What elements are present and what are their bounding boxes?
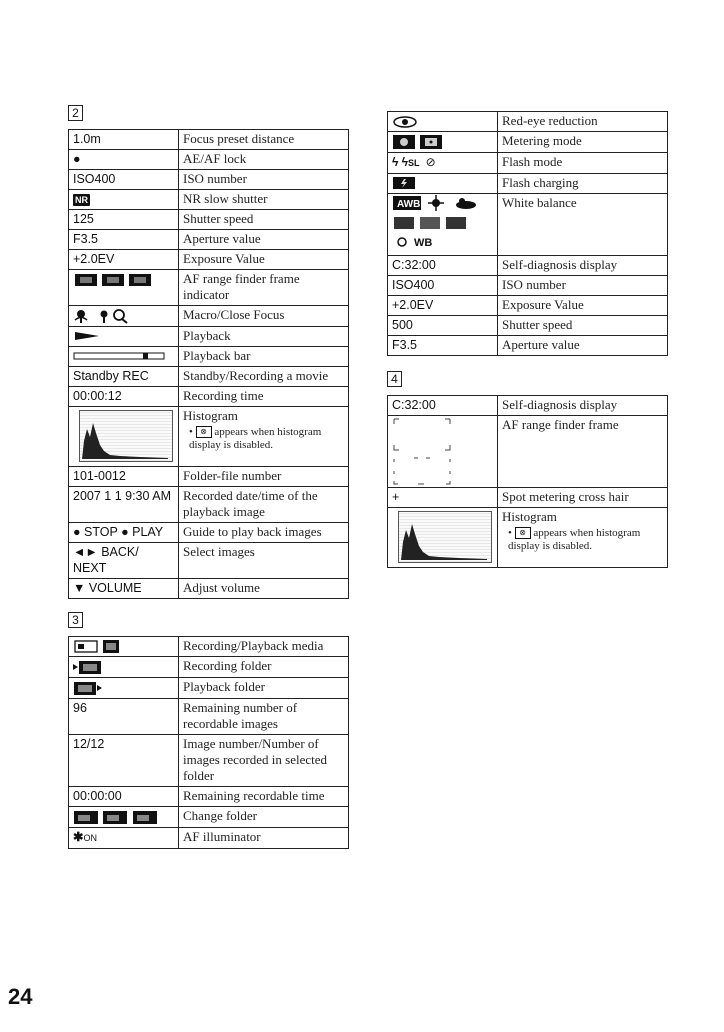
table-row: AF range finder frame [388,415,668,487]
section-2-table [68,129,349,599]
change-folder-icon [73,809,159,825]
flash-mode-icon: ϟ ϟ [392,154,409,169]
red-eye-icon [392,115,418,129]
table-row: ϟ ϟSL ⊘ Flash mode [388,152,668,173]
table-row: C:32:00 Self-diagnosis display [388,395,668,415]
af-range-frame-icon [73,272,153,288]
table-row: Playback [69,326,349,346]
table-row: ● AE/AF lock [69,150,349,170]
table-row: 1.0m Focus preset distance [69,130,349,150]
table-row: +2.0EV Exposure Value [69,250,349,270]
table-row: Flash charging [388,173,668,193]
histogram-icon [79,410,173,462]
table-row: Standby REC Standby/Recording a movie [69,366,349,386]
media-icon [73,638,133,654]
right-column [387,111,668,568]
page-number: 24 [8,984,33,1009]
af-illuminator-icon: ✱ [73,829,84,844]
table-row: ISO400 ISO number [388,275,668,295]
right-table [387,111,668,356]
table-row: Macro/Close Focus [69,306,349,327]
table-row: ● STOP ● PLAY Guide to play back images [69,522,349,542]
table-row: AF range finder frame indicator [69,270,349,306]
table-row: 00:00:00 Remaining recordable time [69,786,349,806]
table-row: 00:00:12 Recording time [69,386,349,406]
table-row: 12/12 Image number/Number of images recorded in selected folder [69,734,349,786]
nr-icon: NR [75,195,88,205]
histogram-off-icon: ⊗ [515,527,531,539]
playback-folder-icon [73,680,103,696]
table-row: 125 Shutter speed [69,210,349,230]
spot-metering-icon: + [388,487,498,507]
histogram-off-icon: ⊗ [196,426,212,438]
white-balance-icon [392,195,482,251]
table-row: AWB WB White balance [388,193,668,255]
table-row: 2007 1 1 9:30 AM Recorded date/time of the playback image [69,486,349,522]
histogram-icon [398,511,492,563]
table-row: Recording folder [69,657,349,678]
section-number: 4 [387,371,402,387]
flash-charging-icon [392,176,416,190]
table-row: Red-eye reduction [388,112,668,132]
table-row: C:32:00 Self-diagnosis display [388,255,668,275]
svg-text:WB: WB [414,236,433,249]
playback-icon [73,330,101,342]
flash-off-icon: ⊘ [425,154,436,169]
section-number: 2 [68,105,83,121]
metering-icon [392,134,444,150]
table-row: 96 Remaining number of recordable images [69,698,349,734]
table-row: ISO400 ISO number [69,170,349,190]
table-row: Metering mode [388,132,668,153]
table-row: Playback folder [69,678,349,699]
table-row: F3.5 Aperture value [388,335,668,355]
table-row: ✱ON AF illuminator [69,827,349,848]
ae-af-lock-icon: ● [69,150,179,170]
table-row: ▼ VOLUME Adjust volume [69,578,349,598]
table-row: Histogram • ⊗ appears when histogram display is disabled. [388,507,668,567]
playback-bar-icon [73,351,165,361]
table-row: F3.5 Aperture value [69,230,349,250]
table-row: Playback bar [69,346,349,366]
table-row: ◄► BACK/ NEXT Select images [69,542,349,578]
recording-folder-icon [73,659,103,675]
table-row: Recording/Playback media [69,636,349,657]
table-row: + Spot metering cross hair [388,487,668,507]
svg-text:AWB: AWB [397,198,421,210]
table-row: 500 Shutter speed [388,315,668,335]
section-number: 3 [68,612,83,628]
af-frame-icon [392,417,452,485]
table-row: +2.0EV Exposure Value [388,295,668,315]
table-row: NR NR slow shutter [69,190,349,210]
table-row: 101-0012 Folder-file number [69,466,349,486]
section-4-table [387,395,668,568]
macro-icon [73,308,129,324]
table-row: Histogram • ⊗ appears when histogram display is disabled. [69,406,349,466]
section-3-table [68,636,349,849]
left-column [68,104,349,849]
table-row: Change folder [69,806,349,827]
